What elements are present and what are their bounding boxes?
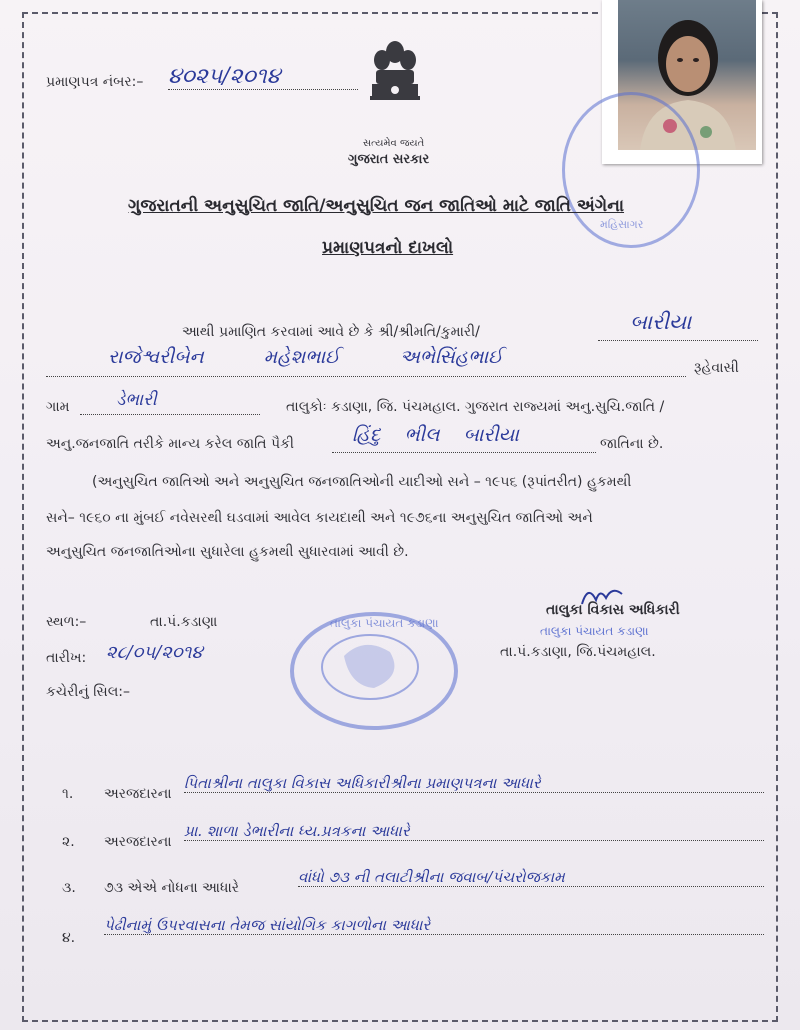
applicant-caste: હિંદુ ભીલ બારીયા [352,424,519,446]
tribe-text: અનુ.જનજાતિ તરીકે માન્ય કરેલ જાતિ પૈકી [46,436,294,452]
seal-map-icon [294,616,446,718]
annex-entry-2: પ્રા. શાળા ડેભારીના ધ્ય.પ્રત્રકના આધારે [184,822,764,841]
certificate-title-line2: પ્રમાણપત્રનો દાખલો [322,238,454,258]
annex-label: અરજદારના [104,786,172,802]
annex-label: ૭૩ એએ નોધના આધારે [104,880,240,896]
lion-capital-icon [360,34,430,138]
place-value: તા.પં.કડાણા [150,614,218,630]
caste-line [332,452,596,453]
legal-para-line3: અનુસુચિત જનજાતિઓના સુધારેલા હુકમથી સુધારવામાં આવી છે. [46,544,409,560]
state-emblem [360,34,430,138]
cert-number-value: ૪૦૨૫/૨૦૧૪ [168,64,358,90]
officer-place: તા.પં.કડાણા, જિ.પંચમહાલ. [500,644,656,660]
annex-number: ૨. [62,834,75,850]
annex-label: અરજદારના [104,834,172,850]
annex-entry-1: પિતાશ્રીના તાલુકા વિકાસ અધિકારીશ્રીના પ્રમાણપત્રના આધારે [184,774,764,793]
certificate-title-line1: ગુજરાતની અનુસુચિત જાતિ/અનુસુચિત જન જાતિઓ માટે જાતિ અંગેના [128,196,625,216]
resident-label: રૂહેવાસી [694,360,739,376]
annex-entry-3: વાંધો ૭૩ ની તલાટીશ્રીના જવાબ/પંચરોજકામ [298,868,764,887]
annex-number: ૧. [62,786,74,802]
taluka-stamp-text: તાલુકા પંચાયત કડાણા [330,616,439,630]
applicant-name: રાજેશ્વરીબેન મહેશભાઈ અભેસિંહભાઈ [108,346,503,368]
cert-number-label: પ્રમાણપત્ર નંબર:– [46,74,144,90]
applicant-community: બારીયા [630,310,692,334]
annex-entry-4: પેઢીનામું ઉપરવાસના તેમજ સાંયોગિક કાગળોના આધારે [104,916,764,935]
place-label: સ્થળ:– [46,614,87,630]
taluka-text: તાલુકોઃ કડાણા, જિ. પંચમહાલ. ગુજરાત રાજ્યમાં અનુ.સુચિ.જાતિ / [286,399,665,415]
community-line [598,340,758,341]
legal-para-line1: (અનુસુચિત જાતિઓ અને અનુસુચિત જનજાતિઓની યાદીઓ સને – ૧૯૫૬ (રૂપાંતરીત) હુકમથી [92,474,632,490]
caste-suffix: જાતિના છે. [600,436,664,452]
applicant-village: ડેભારી [116,390,157,410]
date-label: તારીખ: [46,650,87,666]
office-seal-label: કચેરીનું સિલ:– [46,684,131,700]
date-value: ૨૮/૦૫/૨૦૧૪ [106,642,203,663]
village-label: ગામ [46,399,70,415]
intro-text: આથી પ્રમાણિત કરવામાં આવે છે કે શ્રી/શ્રીમતિ/કુમારી/ [182,324,480,340]
annex-number: ૪. [62,930,76,946]
emblem-motto: સત્યમેવ જયતે [363,138,425,149]
annex-number: ૩. [62,880,76,896]
officer-title: તાલુકા વિકાસ અધિકારી [546,602,680,618]
officer-office: તાલુકા પંચાયત કડાણા [540,624,649,638]
name-line [46,376,686,377]
emblem-caption: ગુજરાત સરકાર [348,152,430,167]
top-stamp-text: મહિસાગર [600,218,644,231]
village-line [80,414,260,415]
legal-para-line2: સને– ૧૯૬૦ ના મુંબઈ નવેસરથી ઘડવામાં આવેલ કાયદાથી અને ૧૯૭૬ના અનુસુચિત જાતિઓ અને [46,510,593,526]
